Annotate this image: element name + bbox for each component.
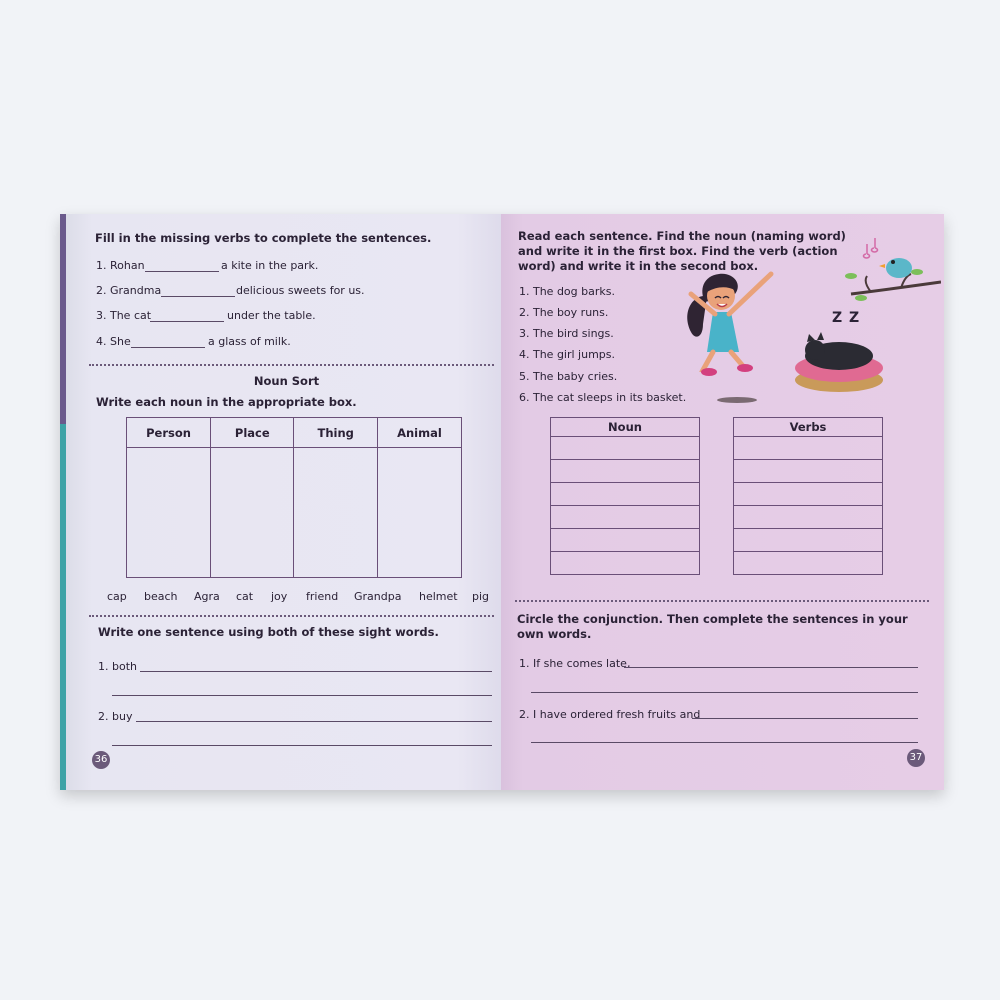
col-place: Place bbox=[211, 418, 294, 448]
verbs-instruction: Fill in the missing verbs to complete the sentences. bbox=[95, 231, 432, 245]
verb-row[interactable] bbox=[734, 506, 883, 529]
word-bank-pig: pig bbox=[472, 590, 490, 603]
noun-table bbox=[550, 417, 700, 575]
page-number-left: 36 bbox=[92, 751, 110, 769]
word-bank-grandpa: Grandpa bbox=[354, 590, 402, 603]
left-page bbox=[60, 214, 501, 790]
sight-line-2b[interactable] bbox=[112, 745, 492, 746]
word-bank-agra: Agra bbox=[194, 590, 220, 603]
sleep-zz: Z Z bbox=[832, 310, 861, 326]
sight-line-1a[interactable] bbox=[140, 671, 492, 672]
place-box[interactable] bbox=[211, 448, 294, 578]
verb-blank-4[interactable] bbox=[131, 347, 205, 348]
verb-row[interactable] bbox=[734, 483, 883, 506]
noun-row[interactable] bbox=[551, 529, 700, 552]
right-page bbox=[501, 214, 944, 790]
verb-blank-2[interactable] bbox=[161, 296, 235, 297]
noun-verb-instruction: Read each sentence. Find the noun (naming word) and write it in the first box. Find the verb (action word) and write it in the second box. bbox=[518, 229, 846, 273]
sight-words-instruction: Write one sentence using both of these sight words. bbox=[98, 625, 439, 639]
col-person: Person bbox=[127, 418, 211, 448]
verb-sentence-2-end: delicious sweets for us. bbox=[236, 284, 365, 297]
verbs-table bbox=[733, 417, 883, 575]
verb-sentence-4-end: a glass of milk. bbox=[208, 335, 291, 348]
sight-word-1: 1. both bbox=[98, 660, 137, 673]
verb-row[interactable] bbox=[734, 529, 883, 552]
col-thing: Thing bbox=[294, 418, 377, 448]
verb-row[interactable] bbox=[734, 460, 883, 483]
noun-row[interactable] bbox=[551, 552, 700, 575]
word-bank-helmet: helmet bbox=[419, 590, 458, 603]
conj-sentence-2: 2. I have ordered fresh fruits and bbox=[519, 708, 701, 721]
noun-row[interactable] bbox=[551, 483, 700, 506]
verb-row[interactable] bbox=[734, 437, 883, 460]
noun-row[interactable] bbox=[551, 460, 700, 483]
sight-word-2: 2. buy bbox=[98, 710, 133, 723]
conj-sentence-1: 1. If she comes late, bbox=[519, 657, 631, 670]
sight-line-2a[interactable] bbox=[136, 721, 492, 722]
verb-sentence-1-end: a kite in the park. bbox=[221, 259, 319, 272]
col-animal: Animal bbox=[377, 418, 461, 448]
verb-blank-1[interactable] bbox=[145, 271, 219, 272]
sight-line-1b[interactable] bbox=[112, 695, 492, 696]
verbs-header: Verbs bbox=[734, 418, 883, 437]
noun-header: Noun bbox=[551, 418, 700, 437]
noun-row[interactable] bbox=[551, 506, 700, 529]
open-workbook bbox=[60, 214, 944, 790]
nv-sentence-6: 6. The cat sleeps in its basket. bbox=[519, 391, 687, 404]
nv-sentence-2: 2. The boy runs. bbox=[519, 306, 609, 319]
word-bank-friend: friend bbox=[306, 590, 339, 603]
word-bank-joy: joy bbox=[271, 590, 288, 603]
nv-sentence-1: 1. The dog barks. bbox=[519, 285, 615, 298]
person-box[interactable] bbox=[127, 448, 211, 578]
conj-line-2b[interactable] bbox=[531, 742, 918, 743]
thing-box[interactable] bbox=[294, 448, 377, 578]
nv-sentence-3: 3. The bird sings. bbox=[519, 327, 614, 340]
verb-sentence-3-end: under the table. bbox=[227, 309, 316, 322]
verb-blank-3[interactable] bbox=[150, 321, 224, 322]
section-divider bbox=[89, 364, 494, 366]
noun-sort-title: Noun Sort bbox=[253, 374, 320, 388]
sleeping-cat-illustration bbox=[787, 326, 887, 396]
girl-jumping-illustration bbox=[673, 254, 793, 404]
word-bank-cap: cap bbox=[107, 590, 127, 603]
conj-line-1b[interactable] bbox=[531, 692, 918, 693]
noun-sort-instruction: Write each noun in the appropriate box. bbox=[96, 395, 357, 409]
nv-sentence-5: 5. The baby cries. bbox=[519, 370, 618, 383]
noun-row[interactable] bbox=[551, 437, 700, 460]
animal-box[interactable] bbox=[377, 448, 461, 578]
conj-line-2a[interactable] bbox=[692, 718, 918, 719]
verb-sentence-3-start: 3. The cat bbox=[96, 309, 152, 322]
bird-on-branch-illustration bbox=[841, 234, 941, 314]
verb-row[interactable] bbox=[734, 552, 883, 575]
nv-sentence-4: 4. The girl jumps. bbox=[519, 348, 616, 361]
section-divider-3 bbox=[515, 600, 929, 602]
word-bank-beach: beach bbox=[144, 590, 178, 603]
verb-sentence-4-start: 4. She bbox=[96, 335, 131, 348]
verb-sentence-2-start: 2. Grandma bbox=[96, 284, 162, 297]
conjunction-instruction: Circle the conjunction. Then complete the sentences in your own words. bbox=[517, 612, 908, 641]
page-number-right: 37 bbox=[907, 749, 925, 767]
conj-line-1a[interactable] bbox=[624, 667, 918, 668]
section-divider-2 bbox=[89, 615, 494, 617]
verb-sentence-1-start: 1. Rohan bbox=[96, 259, 145, 272]
noun-sort-table bbox=[126, 417, 462, 578]
word-bank-cat: cat bbox=[236, 590, 254, 603]
